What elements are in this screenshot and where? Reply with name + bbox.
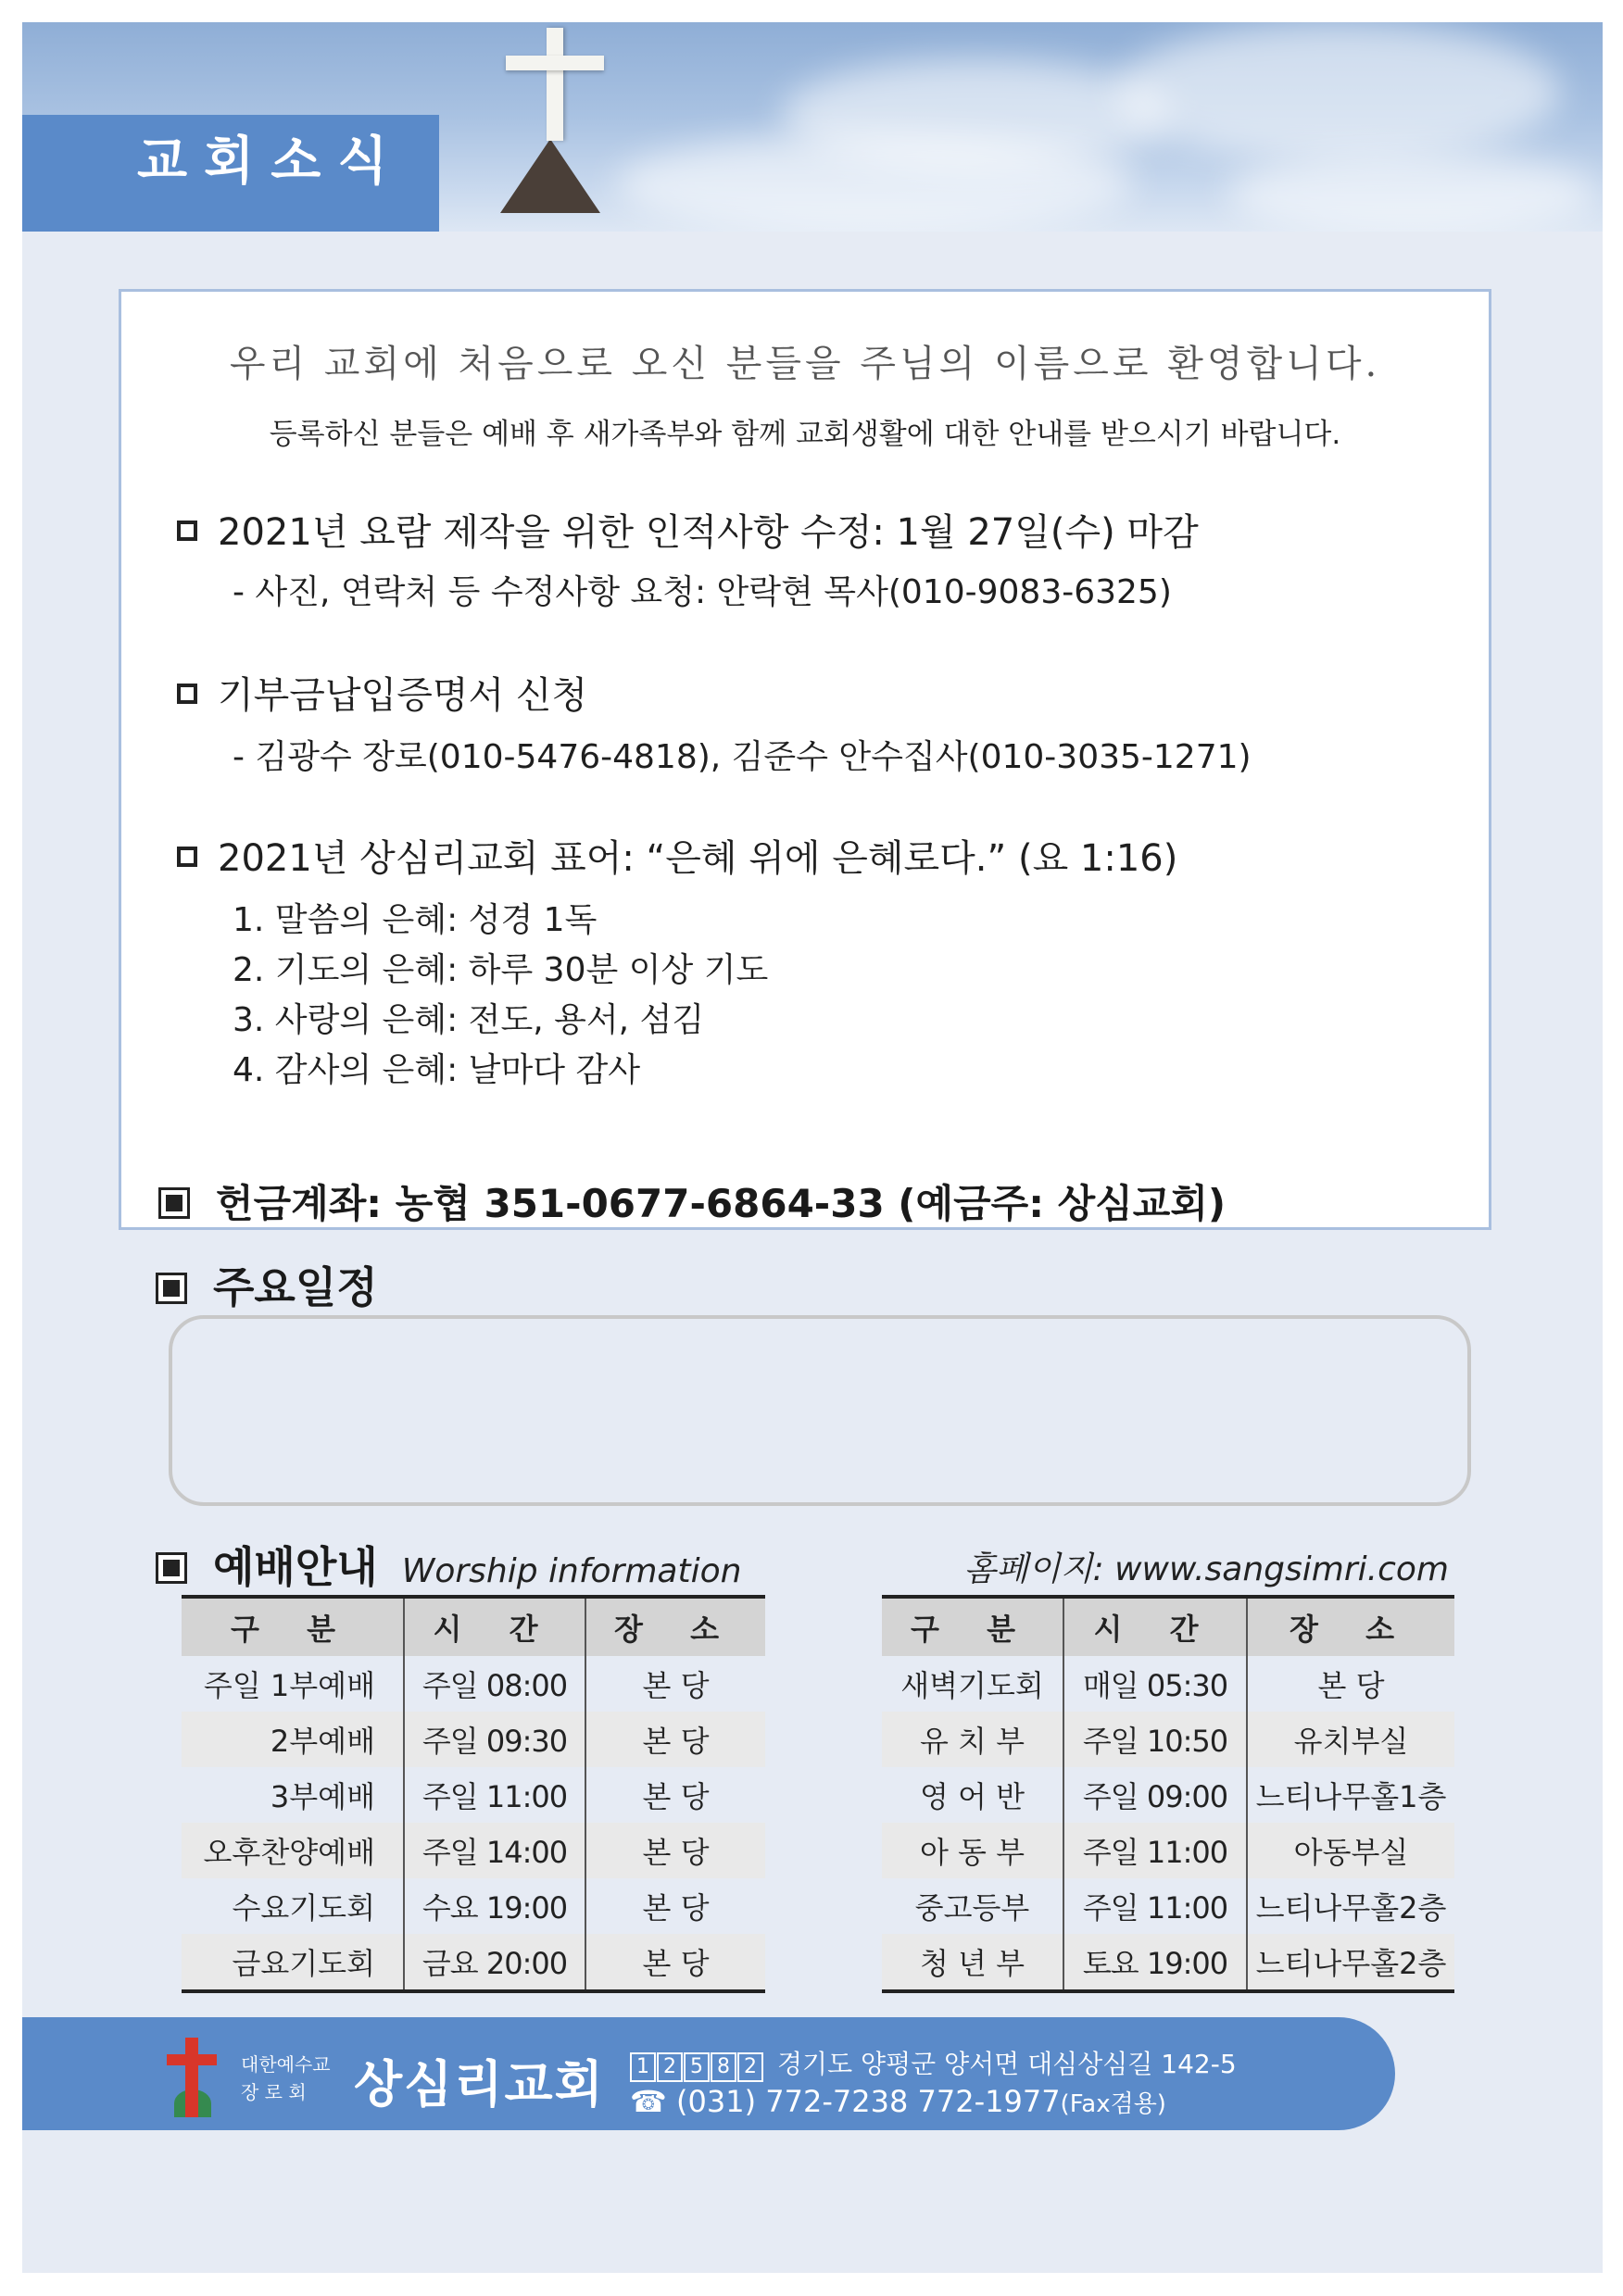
table-row: 3부예배 주일 11:00 본 당 <box>182 1767 765 1823</box>
steeple-icon <box>500 139 600 213</box>
table-row: 금요기도회 금요 20:00 본 당 <box>182 1934 765 1991</box>
table-row: 수요기도회 수요 19:00 본 당 <box>182 1878 765 1934</box>
schedule-box <box>169 1315 1471 1506</box>
address: 경기도 양평군 양서면 대심상심길 142-5 <box>777 2049 1237 2079</box>
notice-item-yearbook: 2021년 요람 제작을 위한 인적사항 수정: 1월 27일(수) 마감 <box>177 503 1199 556</box>
checkbox-bullet-icon <box>177 847 197 867</box>
worship-table-right <box>882 1595 1454 1993</box>
offering-account: 헌금계좌: 농협 351-0677-6864-33 (예금주: 상심교회) <box>158 1173 1226 1229</box>
denomination: 대한예수교 장 로 회 <box>241 2053 331 2103</box>
column-header: 시 간 <box>404 1597 585 1656</box>
church-logo-cross-icon <box>185 2038 198 2117</box>
table-row: 오후찬양예배 주일 14:00 본 당 <box>182 1823 765 1878</box>
table-row: 새벽기도회 매일 05:30 본 당 <box>882 1656 1454 1712</box>
table-row: 주일 1부예배 주일 08:00 본 당 <box>182 1656 765 1712</box>
column-header: 구 분 <box>882 1597 1063 1656</box>
checkbox-bullet-icon <box>177 521 197 541</box>
table-row: 아 동 부 주일 11:00 아동부실 <box>882 1823 1454 1878</box>
page-title: 교회소식 <box>137 132 405 192</box>
column-header: 장 소 <box>1247 1597 1454 1656</box>
notice-item-sub: - 사진, 연락처 등 수정사항 요청: 안락현 목사(010-9083-6325) <box>233 573 1172 611</box>
cross-bar <box>506 56 604 70</box>
column-header: 장 소 <box>585 1597 765 1656</box>
table-row: 2부예배 주일 09:30 본 당 <box>182 1712 765 1767</box>
motto-point: 3. 사랑의 은혜: 전도, 용서, 섬김 <box>233 1001 705 1039</box>
square-bullet-icon <box>158 1187 190 1219</box>
motto-point: 1. 말씀의 은혜: 성경 1독 <box>233 901 598 939</box>
notice-item-donation: 기부금납입증명서 신청 <box>177 666 587 719</box>
phone-number: ☎ (031) 772-7238 772-1977(Fax겸용) <box>630 2084 1166 2119</box>
column-header: 시 간 <box>1063 1597 1247 1656</box>
register-message: 등록하신 분들은 예배 후 새가족부와 함께 교회생활에 대한 안내를 받으시기 바랍니다. <box>269 418 1341 451</box>
notice-box <box>119 289 1491 1230</box>
worship-heading-en: Worship information <box>401 1552 742 1590</box>
notice-item-sub: - 김광수 장로(010-5476-4818), 김준수 안수집사(010-3035-1271) <box>233 738 1252 776</box>
table-row: 중고등부 주일 11:00 느티나무홀2층 <box>882 1878 1454 1934</box>
square-bullet-icon <box>156 1273 187 1304</box>
worship-heading: 예배안내 Worship information <box>156 1534 741 1595</box>
motto-point: 4. 감사의 은혜: 날마다 감사 <box>233 1051 641 1089</box>
welcome-message: 우리 교회에 처음으로 오신 분들을 주님의 이름으로 환영합니다. <box>229 343 1381 385</box>
square-bullet-icon <box>156 1552 187 1584</box>
homepage-link[interactable]: 홈페이지: www.sangsimri.com <box>963 1550 1449 1588</box>
zip-address: 1 2 5 8 2 경기도 양평군 양서면 대심상심길 142-5 <box>630 2044 1237 2082</box>
column-header: 구 분 <box>182 1597 404 1656</box>
church-logo-cross-bar <box>167 2054 217 2065</box>
schedule-heading: 주요일정 <box>156 1254 378 1315</box>
worship-table-left <box>182 1595 765 1993</box>
notice-item-motto: 2021년 상심리교회 표어: “은혜 위에 은혜로다.” (요 1:16) <box>177 829 1177 882</box>
checkbox-bullet-icon <box>177 684 197 704</box>
table-row: 영 어 반 주일 09:00 느티나무홀1층 <box>882 1767 1454 1823</box>
cross-icon <box>547 28 563 141</box>
table-row: 유 치 부 주일 10:50 유치부실 <box>882 1712 1454 1767</box>
church-name: 상심리교회 <box>354 2055 605 2114</box>
table-row: 청 년 부 토요 19:00 느티나무홀2층 <box>882 1934 1454 1991</box>
motto-point: 2. 기도의 은혜: 하루 30분 이상 기도 <box>233 951 769 989</box>
